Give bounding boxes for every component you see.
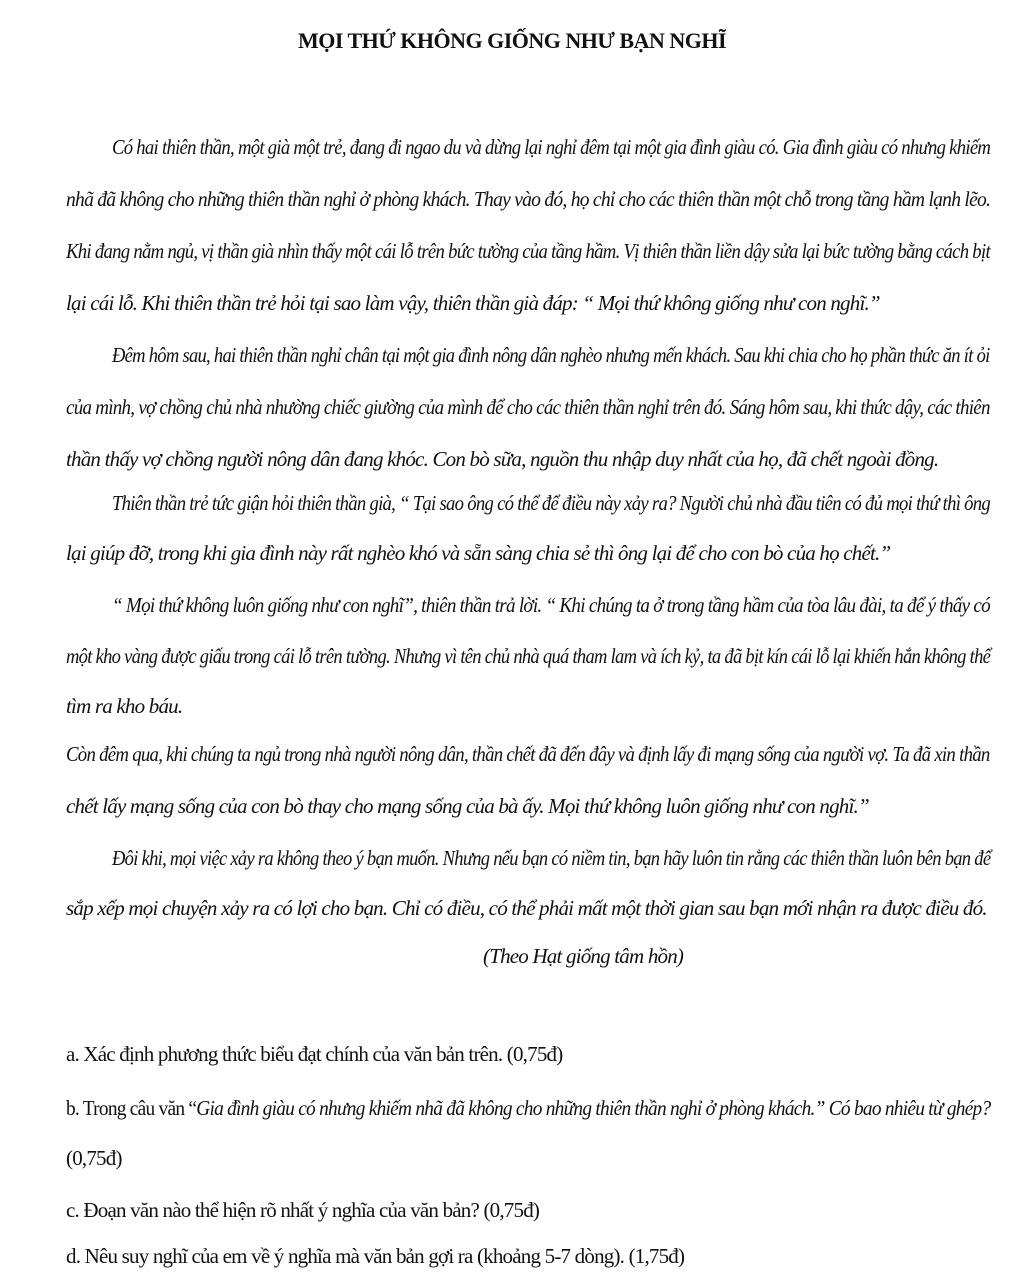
story-line: một kho vàng được giấu trong cái lỗ trên tường. Nhưng vì tên chủ nhà quá tham lam và ích kỷ, ta đã bịt kín cái lỗ lại khiến hắn không thể — [66, 644, 991, 668]
story-line: Khi đang nằm ngủ, vị thần già nhìn thấy một cái lỗ trên bức tường của tầng hầm. Vị thiên thần liền dậy sửa lại bức tường bằng cách bịt — [66, 239, 990, 263]
question-b-points: (0,75đ) — [66, 1146, 122, 1170]
source-citation: (Theo Hạt giống tâm hồn) — [483, 944, 684, 968]
story-line: lại cái lỗ. Khi thiên thần trẻ hỏi tại sao làm vậy, thiên thần già đáp: “ Mọi thứ không giống như con nghĩ.” — [66, 291, 880, 315]
story-line: nhã đã không cho những thiên thần nghỉ ở phòng khách. Thay vào đó, họ chỉ cho các thiên thần một chỗ trong tầng hầm lạnh lẽo. — [66, 187, 991, 211]
story-line: của mình, vợ chồng chủ nhà nhường chiếc giường của mình để cho các thiên thần nghỉ trên đó. Sáng hôm sau, khi thức dậy, các thiên — [66, 395, 990, 419]
story-line: Có hai thiên thần, một già một trẻ, đang đi ngao du và dừng lại nghỉ đêm tại một gia đình giàu có. Gia đình giàu có nhưng khiếm — [112, 135, 991, 159]
question-b-prefix: b. Trong câu văn “ — [66, 1096, 197, 1120]
question-c: c. Đoạn văn nào thể hiện rõ nhất ý nghĩa của văn bản? (0,75đ) — [66, 1198, 540, 1222]
story-line: “ Mọi thứ không luôn giống như con nghĩ”, thiên thần trả lời. “ Khi chúng ta ở trong tầng hầm của tòa lâu đài, ta để ý thấy có — [112, 593, 990, 617]
story-line: thần thấy vợ chồng người nông dân đang khóc. Con bò sữa, nguồn thu nhập duy nhất của họ, đã chết ngoài đồng. — [66, 447, 939, 471]
question-b — [66, 1092, 990, 1124]
document-title: MỌI THỨ KHÔNG GIỐNG NHƯ BẠN NGHĨ — [297, 28, 727, 53]
question-b-quote: Gia đình giàu có nhưng khiếm nhã đã không cho những thiên thần nghỉ ở phòng khách.” Có bao nhiêu từ ghép? — [196, 1096, 991, 1120]
question-a: a. Xác định phương thức biểu đạt chính của văn bản trên. (0,75đ) — [66, 1042, 563, 1066]
story-line: lại giúp đỡ, trong khi gia đình này rất nghèo khó và sẵn sàng chia sẻ thì ông lại để cho con bò của họ chết.” — [66, 541, 891, 565]
story-line: Còn đêm qua, khi chúng ta ngủ trong nhà người nông dân, thần chết đã đến đây và định lấy đi mạng sống của người vợ. Ta đã xin thần — [66, 742, 990, 766]
story-line: Thiên thần trẻ tức giận hỏi thiên thần già, “ Tại sao ông có thể để điều này xảy ra? Người chủ nhà đầu tiên có đủ mọi thứ thì ông — [112, 491, 991, 515]
story-line: tìm ra kho báu. — [66, 694, 183, 718]
story-line: Đôi khi, mọi việc xảy ra không theo ý bạn muốn. Nhưng nếu bạn có niềm tin, bạn hãy luôn tin rằng các thiên thần luôn bên bạn để — [112, 846, 991, 870]
question-d: d. Nêu suy nghĩ của em về ý nghĩa mà văn bản gợi ra (khoảng 5-7 dòng). (1,75đ) — [66, 1244, 685, 1268]
story-line: chết lấy mạng sống của con bò thay cho mạng sống của bà ấy. Mọi thứ không luôn giống như con nghĩ.” — [66, 794, 869, 818]
story-line: Đêm hôm sau, hai thiên thần nghỉ chân tại một gia đình nông dân nghèo nhưng mến khách. Sau khi chia cho họ phần thức ăn ít ỏi — [112, 343, 990, 367]
story-line: sắp xếp mọi chuyện xảy ra có lợi cho bạn. Chỉ có điều, có thể phải mất một thời gian sau bạn mới nhận ra được điều đó. — [66, 896, 987, 920]
